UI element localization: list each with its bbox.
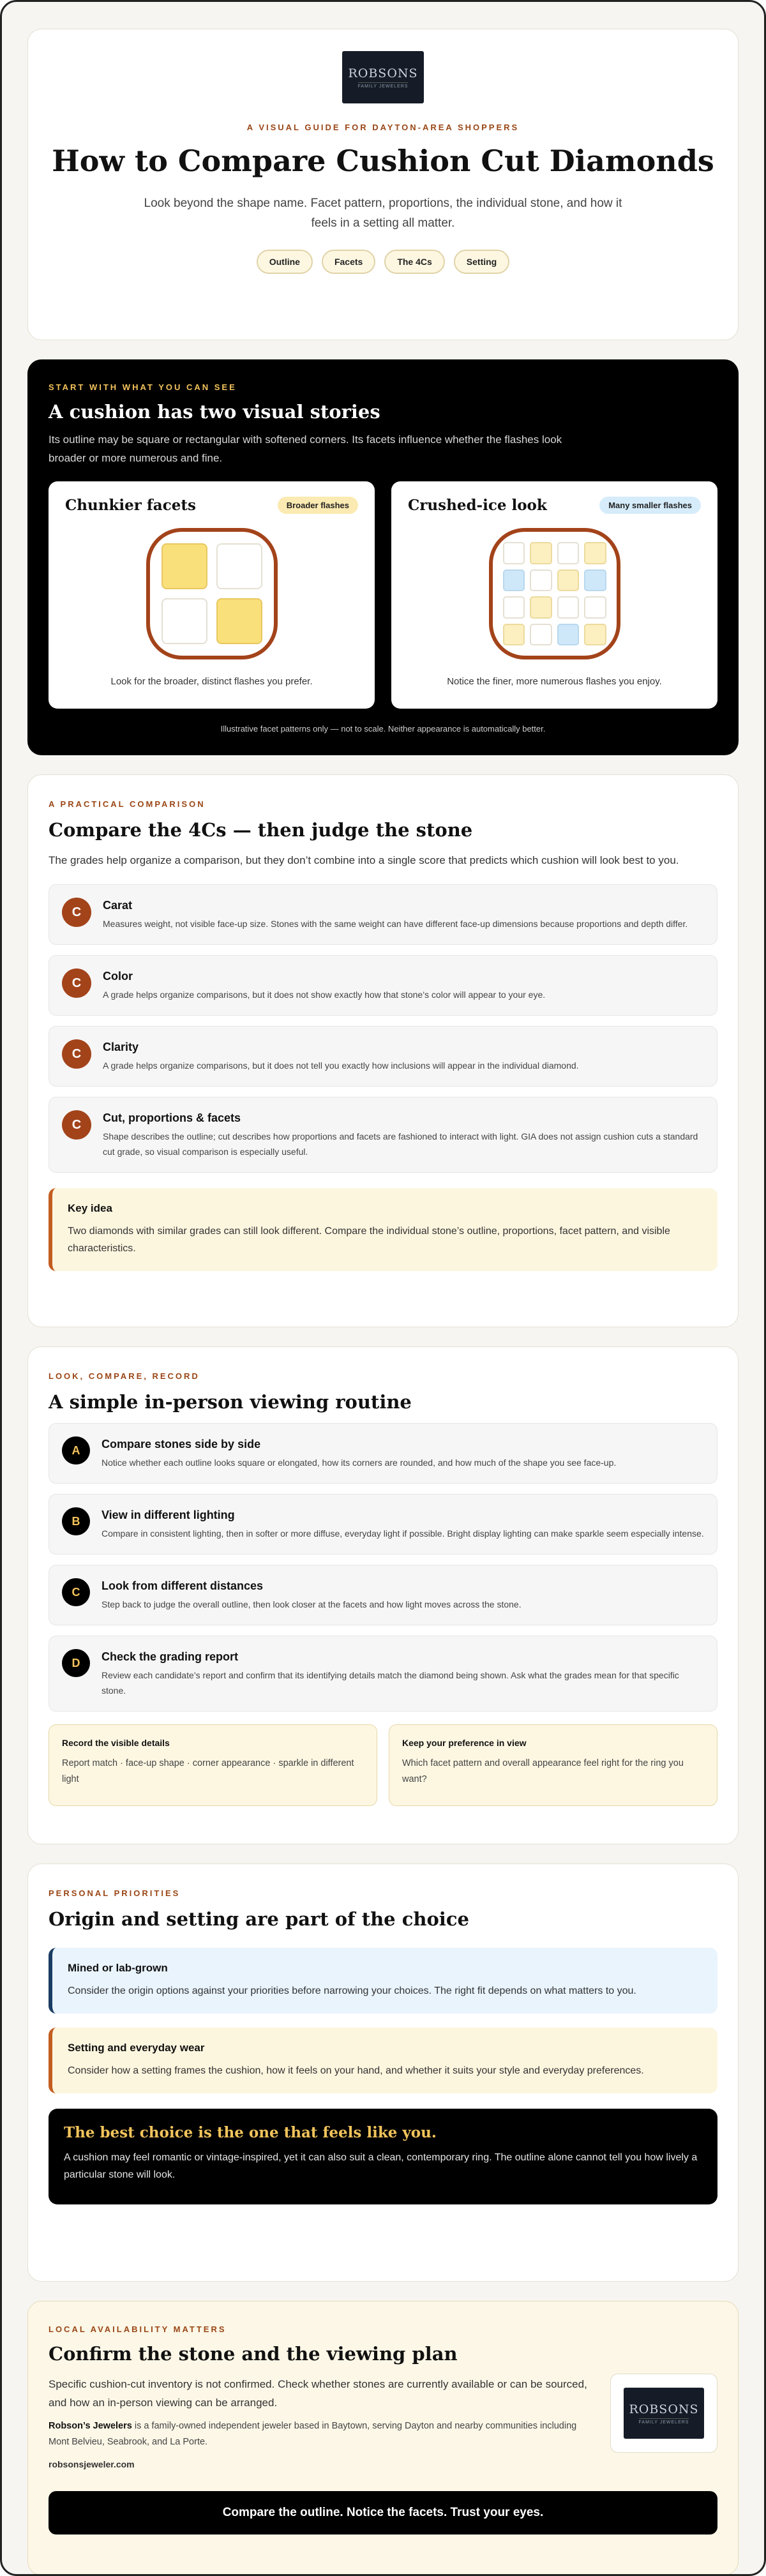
step-badge: A bbox=[62, 1436, 90, 1465]
facet-tile bbox=[503, 596, 525, 619]
logo-subline: FAMILY JEWELERS bbox=[358, 82, 409, 89]
fourcs-intro: The grades help organize a comparison, but they don’t combine into a single score that predicts which cushion will look best to you. bbox=[49, 854, 679, 866]
list-item bbox=[49, 1423, 717, 1484]
facet-tile bbox=[503, 542, 525, 564]
list-item bbox=[49, 1494, 717, 1555]
list-item bbox=[49, 884, 717, 945]
box-title: Record the visible details bbox=[62, 1738, 170, 1748]
visual-stories-section bbox=[27, 359, 739, 755]
page-title: How to Compare Cushion Cut Diamonds bbox=[52, 144, 714, 178]
visual-title: A cushion has two visual stories bbox=[49, 401, 380, 423]
facet-tile bbox=[161, 598, 207, 644]
priorities-section bbox=[27, 1864, 739, 2282]
list-item bbox=[49, 955, 717, 1016]
illustration-note: Illustrative facet patterns only — not to scale. Neither appearance is automatically better. bbox=[220, 724, 546, 734]
preference-box bbox=[389, 1724, 717, 1806]
routine-title: A simple in-person viewing routine bbox=[49, 1391, 412, 1413]
item-text: A grade helps organize comparisons, but it does not show exactly how that stone’s color will appear to your eye. bbox=[103, 990, 546, 1000]
facet-card-crushed-ice bbox=[391, 481, 717, 709]
routine-section bbox=[27, 1346, 739, 1844]
facet-tile bbox=[161, 543, 207, 589]
best-choice-title: The best choice is the one that feels like you. bbox=[64, 2124, 437, 2141]
jeweler-logo-card bbox=[610, 2374, 717, 2453]
facet-tile bbox=[503, 569, 525, 592]
step-text: Notice whether each outline looks square or elongated, how its corners are rounded, and how much of the shape you see face-up. bbox=[101, 1457, 617, 1468]
facet-badge: Many smaller flashes bbox=[599, 497, 701, 514]
facet-tile bbox=[557, 542, 580, 564]
c-badge: C bbox=[62, 1110, 91, 1140]
facet-tile bbox=[530, 624, 552, 646]
fourcs-list bbox=[49, 884, 717, 1173]
cta-banner[interactable]: Compare the outline. Notice the facets. Trust your eyes. bbox=[49, 2491, 717, 2535]
logo-wordmark: ROBSONS bbox=[629, 2402, 699, 2416]
step-title: Look from different distances bbox=[101, 1579, 264, 1592]
key-idea-callout bbox=[49, 1188, 717, 1271]
facet-card-title: Chunkier facets bbox=[65, 497, 196, 514]
hero-card bbox=[27, 29, 739, 340]
setting-callout bbox=[49, 2028, 717, 2093]
facet-tile bbox=[503, 624, 525, 646]
record-details-box bbox=[49, 1724, 377, 1806]
facet-comparison bbox=[49, 481, 717, 709]
step-title: View in different lighting bbox=[101, 1509, 235, 1521]
crushed-ice-illustration bbox=[489, 528, 620, 659]
step-text: Step back to judge the overall outline, then look closer at the facets and how light moves across the stone. bbox=[101, 1599, 522, 1609]
origin-callout bbox=[49, 1948, 717, 2014]
facet-card-chunky bbox=[49, 481, 375, 709]
facet-caption: Look for the broader, distinct flashes you prefer. bbox=[110, 676, 313, 687]
pill-setting[interactable]: Setting bbox=[454, 250, 509, 274]
item-title: Clarity bbox=[103, 1041, 139, 1053]
fourcs-eyebrow: A PRACTICAL COMPARISON bbox=[49, 799, 206, 809]
step-badge: C bbox=[62, 1578, 90, 1606]
routine-note-boxes bbox=[49, 1724, 717, 1806]
step-badge: D bbox=[62, 1649, 90, 1677]
availability-text: Specific cushion-cut inventory is not confirmed. Check whether stones are currently available or can be sourced, and how an in-person viewing can be arranged. bbox=[49, 2378, 587, 2409]
item-text: Measures weight, not visible face-up size. Stones with the same weight can have different face-up dimensions because proportions and depth differ. bbox=[103, 919, 688, 929]
facet-caption: Notice the finer, more numerous flashes you enjoy. bbox=[447, 676, 662, 687]
item-text: Shape describes the outline; cut describes how proportions and facets are fashioned to interact with light. GIA does not assign cushion cuts a standard cut grade, so visual comparison is especially useful. bbox=[103, 1131, 698, 1157]
facet-tile bbox=[584, 596, 606, 619]
fourcs-title: Compare the 4Cs — then judge the stone bbox=[49, 819, 473, 841]
brand-logo[interactable] bbox=[624, 2388, 704, 2439]
logo-subline: FAMILY JEWELERS bbox=[639, 2418, 689, 2425]
setting-text: Consider how a setting frames the cushion, how it feels on your hand, and whether it suits your style and everyday preferences. bbox=[68, 2065, 644, 2076]
step-badge: B bbox=[62, 1507, 90, 1535]
box-text: Which facet pattern and overall appearance feel right for the ring you want? bbox=[402, 1758, 684, 1784]
website-link[interactable]: robsonsjeweler.com bbox=[49, 2459, 135, 2469]
jeweler-description bbox=[49, 2418, 591, 2450]
visual-desc: Its outline may be square or rectangular with softened corners. Its facets influence whether the flashes look broader or more numerous and fine. bbox=[49, 433, 562, 464]
list-item bbox=[49, 1026, 717, 1087]
pill-4cs[interactable]: The 4Cs bbox=[384, 250, 444, 274]
jeweler-details: is a family-owned independent jeweler based in Baytown, serving Dayton and nearby communities including Mont Belvieu, Seabrook, and La Porte. bbox=[49, 2421, 577, 2447]
step-text: Review each candidate’s report and confirm that its identifying details match the diamond being shown. Ask what the grades mean for that specific stone. bbox=[101, 1670, 679, 1696]
visual-eyebrow: START WITH WHAT YOU CAN SEE bbox=[49, 382, 237, 392]
facet-tile bbox=[216, 598, 262, 644]
box-text: Report match · face-up shape · corner appearance · sparkle in different light bbox=[62, 1758, 354, 1784]
facet-tile bbox=[557, 624, 580, 646]
topic-pills bbox=[28, 250, 738, 274]
setting-title: Setting and everyday wear bbox=[68, 2042, 205, 2054]
facet-tile bbox=[584, 542, 606, 564]
box-title: Keep your preference in view bbox=[402, 1738, 527, 1748]
best-choice-text: A cushion may feel romantic or vintage-inspired, yet it can also suit a clean, contemporary ring. The outline alone cannot tell you how lively a particular stone will look. bbox=[64, 2152, 698, 2180]
local-title: Confirm the stone and the viewing plan bbox=[49, 2343, 458, 2365]
facet-tile bbox=[530, 542, 552, 564]
key-idea-title: Key idea bbox=[68, 1202, 112, 1214]
list-item bbox=[49, 1565, 717, 1625]
facet-tile bbox=[557, 596, 580, 619]
pill-facets[interactable]: Facets bbox=[322, 250, 375, 274]
hero-lead: Look beyond the shape name. Facet pattern, proportions, the individual stone, and how it feels in a setting all matter. bbox=[144, 197, 622, 230]
facet-tile bbox=[584, 624, 606, 646]
routine-steps bbox=[49, 1423, 717, 1712]
facet-tile bbox=[557, 569, 580, 592]
hero-eyebrow: A VISUAL GUIDE FOR DAYTON-AREA SHOPPERS bbox=[246, 123, 520, 132]
item-title: Carat bbox=[103, 899, 133, 912]
fourcs-section bbox=[27, 774, 739, 1327]
origin-text: Consider the origin options against your priorities before narrowing your choices. The right fit depends on what matters to you. bbox=[68, 1985, 636, 1996]
priorities-eyebrow: PERSONAL PRIORITIES bbox=[49, 1888, 181, 1898]
step-title: Compare stones side by side bbox=[101, 1438, 261, 1450]
step-title: Check the grading report bbox=[101, 1650, 239, 1663]
best-choice-banner bbox=[49, 2109, 717, 2204]
facet-tile bbox=[530, 596, 552, 619]
c-badge: C bbox=[62, 968, 91, 998]
local-availability-section bbox=[27, 2301, 739, 2575]
chunky-facet-illustration bbox=[146, 528, 278, 659]
facet-tile bbox=[584, 569, 606, 592]
facet-tile bbox=[530, 569, 552, 592]
list-item bbox=[49, 1097, 717, 1173]
brand-logo[interactable] bbox=[342, 51, 424, 103]
facet-badge: Broader flashes bbox=[278, 497, 358, 514]
key-idea-text: Two diamonds with similar grades can still look different. Compare the individual stone’s outline, proportions, facet pattern, and visible characteristics. bbox=[68, 1226, 670, 1254]
local-eyebrow: LOCAL AVAILABILITY MATTERS bbox=[49, 2324, 227, 2334]
pill-outline[interactable]: Outline bbox=[257, 250, 313, 274]
facet-tile bbox=[216, 543, 262, 589]
item-title: Cut, proportions & facets bbox=[103, 1111, 241, 1124]
step-text: Compare in consistent lighting, then in softer or more diffuse, everyday light if possible. Bright display lighting can make sparkle seem especially intense. bbox=[101, 1528, 704, 1539]
facet-card-title: Crushed-ice look bbox=[408, 497, 547, 514]
priorities-title: Origin and setting are part of the choice bbox=[49, 1908, 469, 1930]
list-item bbox=[49, 1636, 717, 1712]
c-badge: C bbox=[62, 1039, 91, 1069]
origin-title: Mined or lab-grown bbox=[68, 1962, 168, 1974]
jeweler-name: Robson’s Jewelers bbox=[49, 2421, 132, 2431]
logo-wordmark: ROBSONS bbox=[348, 66, 418, 80]
item-title: Color bbox=[103, 970, 133, 983]
item-text: A grade helps organize comparisons, but it does not tell you exactly how inclusions will appear in the individual diamond. bbox=[103, 1060, 579, 1071]
routine-eyebrow: LOOK, COMPARE, RECORD bbox=[49, 1371, 200, 1381]
c-badge: C bbox=[62, 898, 91, 927]
